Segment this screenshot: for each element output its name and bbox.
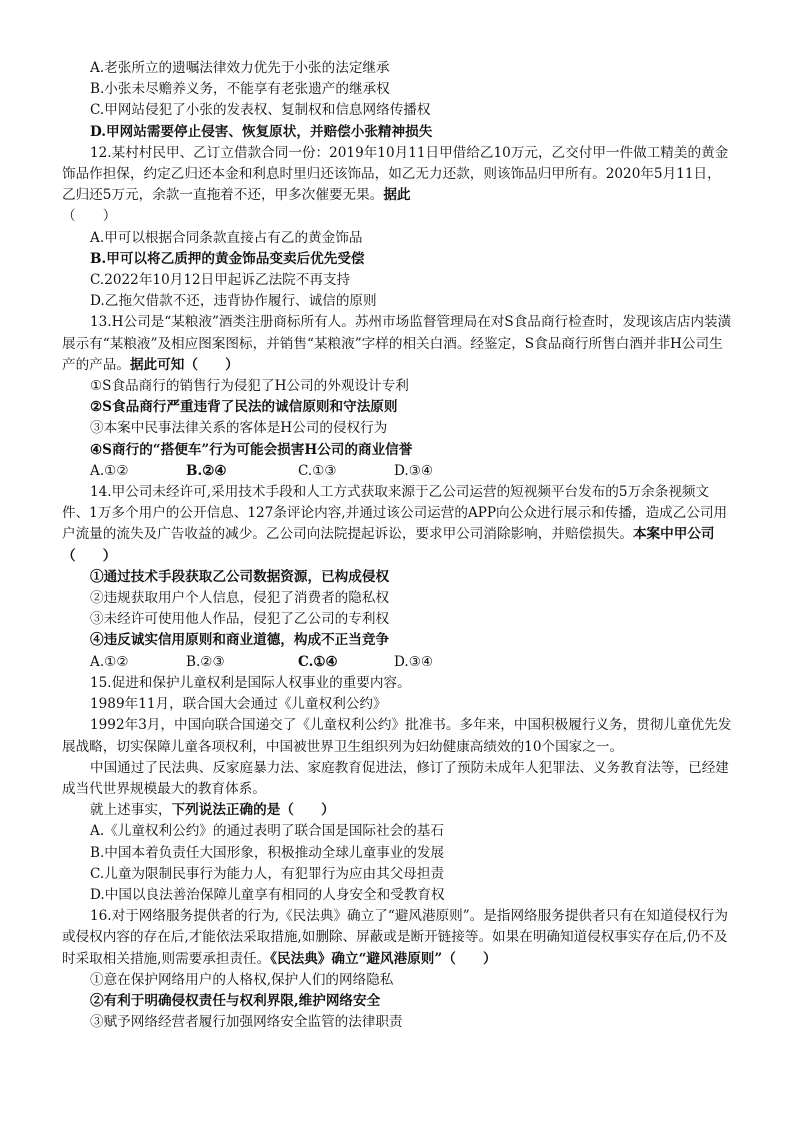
q16-stem [62,906,732,970]
q15-paragraph-1: 1989年11月，联合国大会通过《儿童权利公约》 [90,696,387,713]
q13-choice-a: A.①② [90,462,129,479]
q13-statement-1: ①S食品商行的销售行为侵犯了H公司的外观设计专利 [90,378,409,395]
q11-option-b: B.小张未尽赡养义务，不能享有老张遗产的继承权 [90,81,390,98]
q13-choice-c: C.①③ [298,462,337,479]
q13-stem [62,312,732,376]
q11-option-a: A.老张所立的遗嘱法律效力优先于小张的法定继承 [90,60,390,76]
q12-option-b: B.甲可以将乙质押的黄金饰品变卖后优先受偿 [90,250,365,267]
q12-stem [62,143,732,228]
q14-choices [62,652,732,673]
q13-statement-4: ④S商行的“搭便车”行为可能会损害H公司的商业信誉 [90,441,413,458]
q16-stem-text: 16.对于网络服务提供者的行为,《民法典》确立了“避风港原则”。是指网络服务提供者只有在知道侵权行为或侵权内容的存在后,才能依法采取措施,如删除、屏蔽或是断开链接等。如果在明确知道侵权事实存在后,仍不及时采取相关措施,则需要承担责任。 [62,908,728,967]
q14-stem-text: 14.甲公司未经许可,采用技术手段和人工方式获取来源于乙公司运营的短视频平台发布的5万余条视频文件、1万多个用户的公开信息、127条评论内容,并通过该公司运营的APP向公众进行展示和传播，造成乙公司用户流量的流失及广告收益的减少。乙公司向法院提起诉讼，要求甲公司消除影响，并赔偿损失。 [62,484,728,543]
q15-ask-text: 下列说法正确的是（ ） [171,802,335,819]
q15-stem: 15.促进和保护儿童权利是国际人权事业的重要内容。 [90,674,411,691]
q12-stem-text: 12.某村村民甲、乙订立借款合同一份：2019年10月11日甲借给乙10万元，乙交付甲一件做工精美的黄金饰品作担保，约定乙归还本金和利息时里归还该饰品，如乙无力还款，则该饰品归甲所有。2020年5月11日，乙归还5万元，余款一直拖着不还，甲多次催要无果。 [62,144,729,204]
q15-ask [62,800,732,821]
q13-statement-3: ③本案中民事法律关系的客体是H公司的侵权行为 [90,420,388,437]
q15-option-a: A.《儿童权利公约》的通过表明了联合国是国际社会的基石 [90,823,444,840]
q14-statement-1: ①通过技术手段获取乙公司数据资源，已构成侵权 [90,568,390,585]
q15-option-c: C.儿童为限制民事行为能力人，有犯罪行为应由其父母担责 [90,865,445,882]
q16-statement-1: ①意在保护网络用户的人格权,保护人们的网络隐私 [90,971,394,988]
q16-statement-2: ②有利于明确侵权责任与权利界限,维护网络安全 [90,992,381,1009]
q15-option-b: B.中国本着负责任大国形象，积极推动全球儿童事业的发展 [90,844,445,861]
q13-statement-2: ②S食品商行严重违背了民法的诚信原则和守法原则 [90,399,398,416]
q13-choices [62,461,732,482]
q12-option-a: A.甲可以根据合同条款直接占有乙的黄金饰品 [90,229,363,246]
q13-choice-d: D.③④ [394,462,434,479]
q12-option-d: D.乙拖欠借款不还，违背协作履行、诚信的原则 [90,293,377,310]
q14-statement-3: ③未经许可使用他人作品，侵犯了乙公司的专利权 [90,611,390,628]
q14-statement-2: ②违规获取用户个人信息，侵犯了消费者的隐私权 [90,590,390,607]
q13-stem-text: 13.H公司是“某粮液”酒类注册商标所有人。苏州市场监督管理局在对S食品商行检查时，发现该店店内装潢展示有“某粮液”及相应图案图标，并销售“某粮液”字样的相关白酒。经鉴定，S食品商行所售白酒并非H公司生产的产品。 [62,314,732,373]
q14-statement-4: ④违反诚实信用原则和商业道德，构成不正当竞争 [90,632,390,649]
q11-option-c: C.甲网站侵犯了小张的发表权、复制权和信息网络传播权 [90,102,431,119]
q12-option-c: C.2022年10月12日甲起诉乙法院不再支持 [90,272,351,289]
q15-option-d: D.中国以良法善治保障儿童享有相同的人身安全和受教育权 [90,886,445,903]
q16-ask: 《民法典》确立“避风港原则”（ ） [270,950,497,967]
q15-paragraph-3: 中国通过了民法典、反家庭暴力法、家庭教育促进法，修订了预防未成年人犯罪法、义务教育法等，已经建成当代世界规模最大的教育体系。 [62,759,729,797]
q14-choice-a: A.①② [90,653,129,670]
q12-answer-paren: （ ） [62,208,117,225]
q14-ask: 本案中甲公司（ ） [62,526,715,564]
q16-statement-3: ③赋予网络经营者履行加强网络安全监管的法律职责 [90,1014,403,1031]
q11-option-d: D.甲网站需要停止侵害、恢复原状，并赔偿小张精神损失 [90,123,433,140]
q14-choice-c: C.①④ [298,653,338,670]
q15-ask-prefix: 就上述事实， [90,802,172,819]
q13-ask: 据此可知（ ） [129,356,239,373]
q12-ask: 据此 [383,187,411,204]
q13-choice-b: B.②④ [186,462,227,479]
q14-choice-b: B.②③ [186,653,225,670]
q15-paragraph-2: 1992年3月，中国向联合国递交了《儿童权利公约》批准书。多年来，中国积极履行义务，贯彻儿童优先发展战略，切实保障儿童各项权利，中国被世界卫生组织列为妇幼健康高绩效的10个国家之一。 [62,717,732,755]
q14-choice-d: D.③④ [394,653,434,670]
q14-stem [62,482,732,567]
